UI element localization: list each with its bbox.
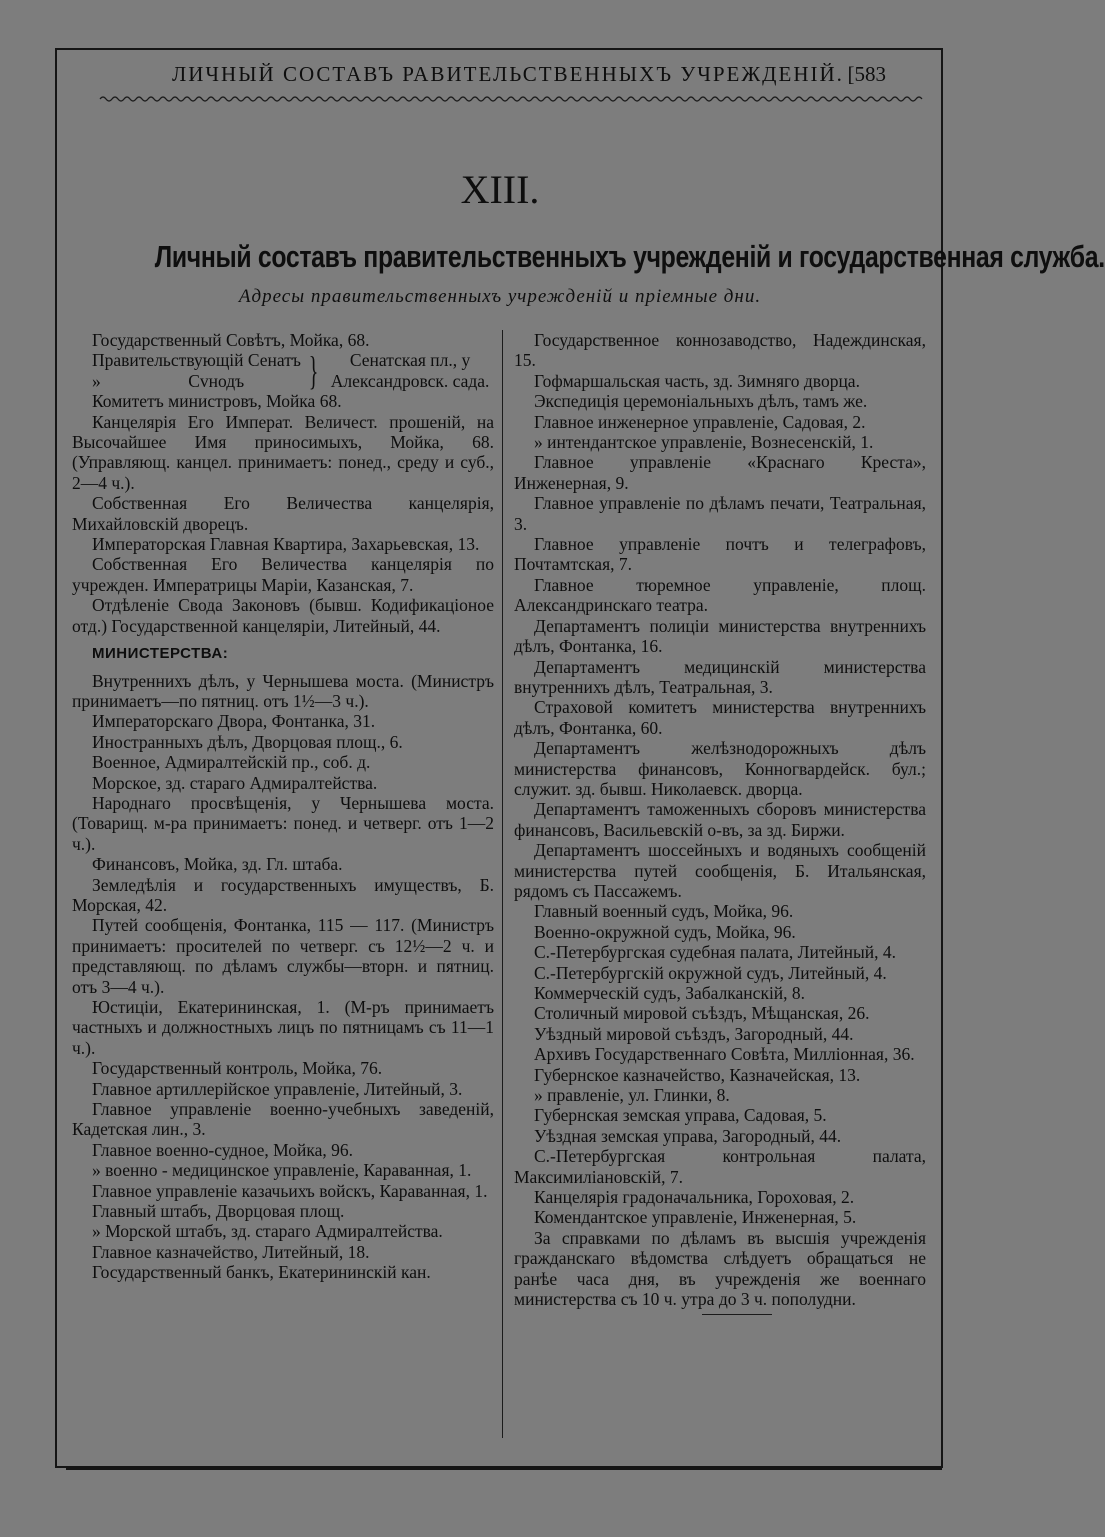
list-item: » интендантское управленіе, Вознесенскій, 1. bbox=[534, 432, 874, 453]
bottom-rule bbox=[66, 1467, 942, 1470]
list-item: Главное казначейство, Литейный, 18. bbox=[92, 1241, 370, 1262]
list-item: Отдѣленіе Свода Законовъ (бывш. Кодификаціоное отд.) Государственной канцеляріи, Литейный, 44. bbox=[72, 595, 494, 636]
synod-name: » Сvнодъ bbox=[92, 370, 245, 391]
list-item: Финансовъ, Мойка, зд. Гл. штаба. bbox=[92, 854, 343, 875]
list-item: Департаментъ желѣзнодорожныхъ дѣлъ министерства финансовъ, Конногвардейск. бул.; служит. зд. бывш. Николаевск. дворца. bbox=[514, 738, 926, 799]
list-item: Департаментъ медицинскій министерства внутреннихъ дѣлъ, Театральная, 3. bbox=[514, 656, 926, 697]
list-item: Государственный контроль, Мойка, 76. bbox=[92, 1058, 383, 1079]
list-item: Собственная Его Величества канцелярія, Михайловскій дворецъ. bbox=[72, 493, 494, 534]
curly-brace: } bbox=[308, 347, 319, 393]
list-item: С.-Петербургская контрольная палата, Максимиліановскій, 7. bbox=[514, 1146, 926, 1187]
list-item: Архивъ Государственнаго Совѣта, Милліонная, 36. bbox=[534, 1044, 915, 1065]
list-item: » правленіе, ул. Глинки, 8. bbox=[534, 1085, 730, 1106]
list-item: Страховой комитетъ министерства внутреннихъ дѣлъ, Фонтанка, 60. bbox=[514, 697, 926, 738]
chapter-subtitle: Адресы правительственныхъ учрежденій и пріемные дни. bbox=[238, 286, 762, 307]
list-item: Императорская Главная Квартира, Захарьевская, 13. bbox=[92, 534, 480, 555]
list-item: Главное тюремное управленіе, площ. Александринскаго театра. bbox=[514, 574, 926, 616]
list-item: Департаментъ таможенныхъ сборовъ министерства финансовъ, Васильевскій о-въ, за зд. Биржи. bbox=[514, 799, 926, 840]
list-item: » Морской штабъ, зд. стараго Адмиралтейства. bbox=[92, 1221, 443, 1242]
list-item: Столичный мировой съѣздъ, Мѣщанская, 26. bbox=[534, 1003, 870, 1024]
list-item: Главное управленіе «Краснаго Креста», Инженерная, 9. bbox=[514, 452, 926, 493]
list-item: Путей сообщенія, Фонтанка, 115 — 117. (Министръ принимаетъ: просителей по четверг. съ 12½—2 ч. и представляющ. по дѣламъ службы—вторн. и пятниц. отъ 3—4 ч.). bbox=[72, 915, 494, 997]
list-item: Юстиціи, Екатерининская, 1. (М-ръ принимаетъ частныхъ и должностныхъ лицъ по пятницамъ съ 11—1 ч.). bbox=[72, 997, 494, 1058]
senate-synod-entry bbox=[72, 347, 494, 393]
list-item: Внутреннихъ дѣлъ, у Чернышева моста. (Министръ принимаетъ—по пятниц. отъ 1½—3 ч.). bbox=[72, 670, 494, 711]
list-item: Уѣздный мировой съѣздъ, Загородный, 44. bbox=[534, 1023, 854, 1044]
list-item: Государственное коннозаводство, Надеждинская, 15. bbox=[514, 330, 926, 371]
list-item: Морское, зд. стараго Адмиралтейства. bbox=[92, 772, 378, 793]
list-item: Главное управленіе казачьихъ войскъ, Караванная, 1. bbox=[92, 1180, 488, 1201]
list-item: Главный штабъ, Дворцовая площ. bbox=[92, 1201, 345, 1222]
list-item: Губернское казначейство, Казначейская, 13. bbox=[534, 1064, 861, 1085]
list-item: Гофмаршальская часть, зд. Зимняго дворца. bbox=[534, 370, 860, 391]
list-item: Уѣздная земская управа, Загородный, 44. bbox=[534, 1125, 842, 1146]
list-item: С.-Петербургская судебная палата, Литейный, 4. bbox=[534, 942, 896, 963]
senate-name: Правительствующій Сенатъ bbox=[92, 350, 301, 371]
list-item: Комитетъ министровъ, Мойка 68. bbox=[92, 391, 342, 412]
entry-state-council: Государственный Совѣтъ, Мойка, 68. bbox=[92, 330, 370, 350]
left-column bbox=[72, 330, 494, 1283]
section-heading-ministries: МИНИСТЕРСТВА: bbox=[92, 645, 229, 663]
list-item: Экспедиція церемоніальныхъ дѣлъ, тамъ же. bbox=[534, 391, 868, 412]
column-divider bbox=[502, 330, 503, 1438]
list-item: Государственный банкъ, Екатерининскій кан. bbox=[92, 1262, 431, 1283]
right-entries bbox=[514, 330, 926, 1310]
left-entries-ministries bbox=[72, 671, 494, 1283]
running-header bbox=[60, 60, 886, 92]
left-entries-a bbox=[72, 391, 494, 636]
list-item: Департаментъ полиціи министерства внутреннихъ дѣлъ, Фонтанка, 16. bbox=[514, 615, 926, 657]
list-item: За справками по дѣламъ въ высшія учрежденія гражданскаго вѣдомства слѣдуетъ обращаться не ранѣе часа дня, въ учрежденія же военнаго министерства съ 10 ч. утра до 3 ч. пополудни. bbox=[514, 1227, 926, 1310]
list-item: Иностранныхъ дѣлъ, Дворцовая площ., 6. bbox=[92, 731, 403, 752]
list-item: Главное управленіе почтъ и телеграфовъ, Почтамтская, 7. bbox=[514, 534, 926, 575]
list-item: Главное военно-судное, Мойка, 96. bbox=[92, 1139, 354, 1160]
list-item: Народнаго просвѣщенія, у Чернышева моста. (Товарищ. м-ра принимаетъ: понед. и четверг. отъ 1—2 ч.). bbox=[72, 792, 494, 854]
list-item: Собственная Его Величества канцелярія по учрежден. Императрицы Маріи, Казанская, 7. bbox=[72, 554, 494, 595]
wavy-rule bbox=[100, 93, 920, 105]
list-item: Департаментъ шоссейныхъ и водяныхъ сообщеній министерства путей сообщенія, Б. Итальянская, рядомъ съ Пассажемъ. bbox=[514, 840, 926, 901]
list-item: Губернская земская управа, Садовая, 5. bbox=[534, 1105, 827, 1126]
senate-synod-address: Сенатская пл., у Александровск. сада. bbox=[330, 350, 490, 391]
chapter-title: Личный составъ правительственныхъ учрежденій и государственная служба. bbox=[154, 239, 1105, 274]
right-column bbox=[514, 330, 926, 1315]
list-item: » военно - медицинское управленіе, Караванная, 1. bbox=[92, 1160, 472, 1181]
list-item: С.-Петербургскій окружной судъ, Литейный, 4. bbox=[534, 962, 887, 983]
list-item: Главное управленіе военно-учебныхъ заведеній, Кадетская лин., 3. bbox=[72, 1099, 494, 1140]
list-item: Коммерческій судъ, Забалканскій, 8. bbox=[534, 983, 806, 1003]
list-item: Главное управленіе по дѣламъ печати, Театральная, 3. bbox=[514, 493, 926, 534]
list-item: Военное, Адмиралтейскій пр., соб. д. bbox=[92, 752, 371, 773]
list-item: Комендантское управленіе, Инженерная, 5. bbox=[534, 1207, 857, 1228]
list-item: Канцелярія градоначальника, Гороховая, 2. bbox=[534, 1187, 855, 1208]
page-number: [583 bbox=[847, 62, 886, 86]
running-title: ЛИЧНЫЙ СОСТАВЪ РАВИТЕЛЬСТВЕННЫХЪ УЧРЕЖДЕНІЙ. bbox=[172, 62, 844, 86]
list-item: Главное инженерное управленіе, Садовая, 2. bbox=[534, 411, 866, 432]
senate-synod-names bbox=[72, 350, 301, 391]
list-item: Военно-окружной судъ, Мойка, 96. bbox=[534, 921, 796, 942]
list-item: Императорскаго Двора, Фонтанка, 31. bbox=[92, 711, 376, 732]
chapter-number: XIII. bbox=[460, 167, 540, 212]
list-item: Главный военный судъ, Мойка, 96. bbox=[534, 901, 794, 922]
list-item: Главное артиллерійское управленіе, Литейный, 3. bbox=[92, 1078, 463, 1099]
list-item: Канцелярія Его Императ. Величест. прошеній, на Высочайшее Имя приносимыхъ, Мойка, 68. (Управляющ. канцел. принимаетъ: понед., среду и суб., 2—4 ч.). bbox=[72, 411, 494, 493]
end-rule bbox=[702, 1314, 772, 1315]
list-item: Земледѣлія и государственныхъ имуществъ, Б. Морская, 42. bbox=[72, 874, 494, 915]
